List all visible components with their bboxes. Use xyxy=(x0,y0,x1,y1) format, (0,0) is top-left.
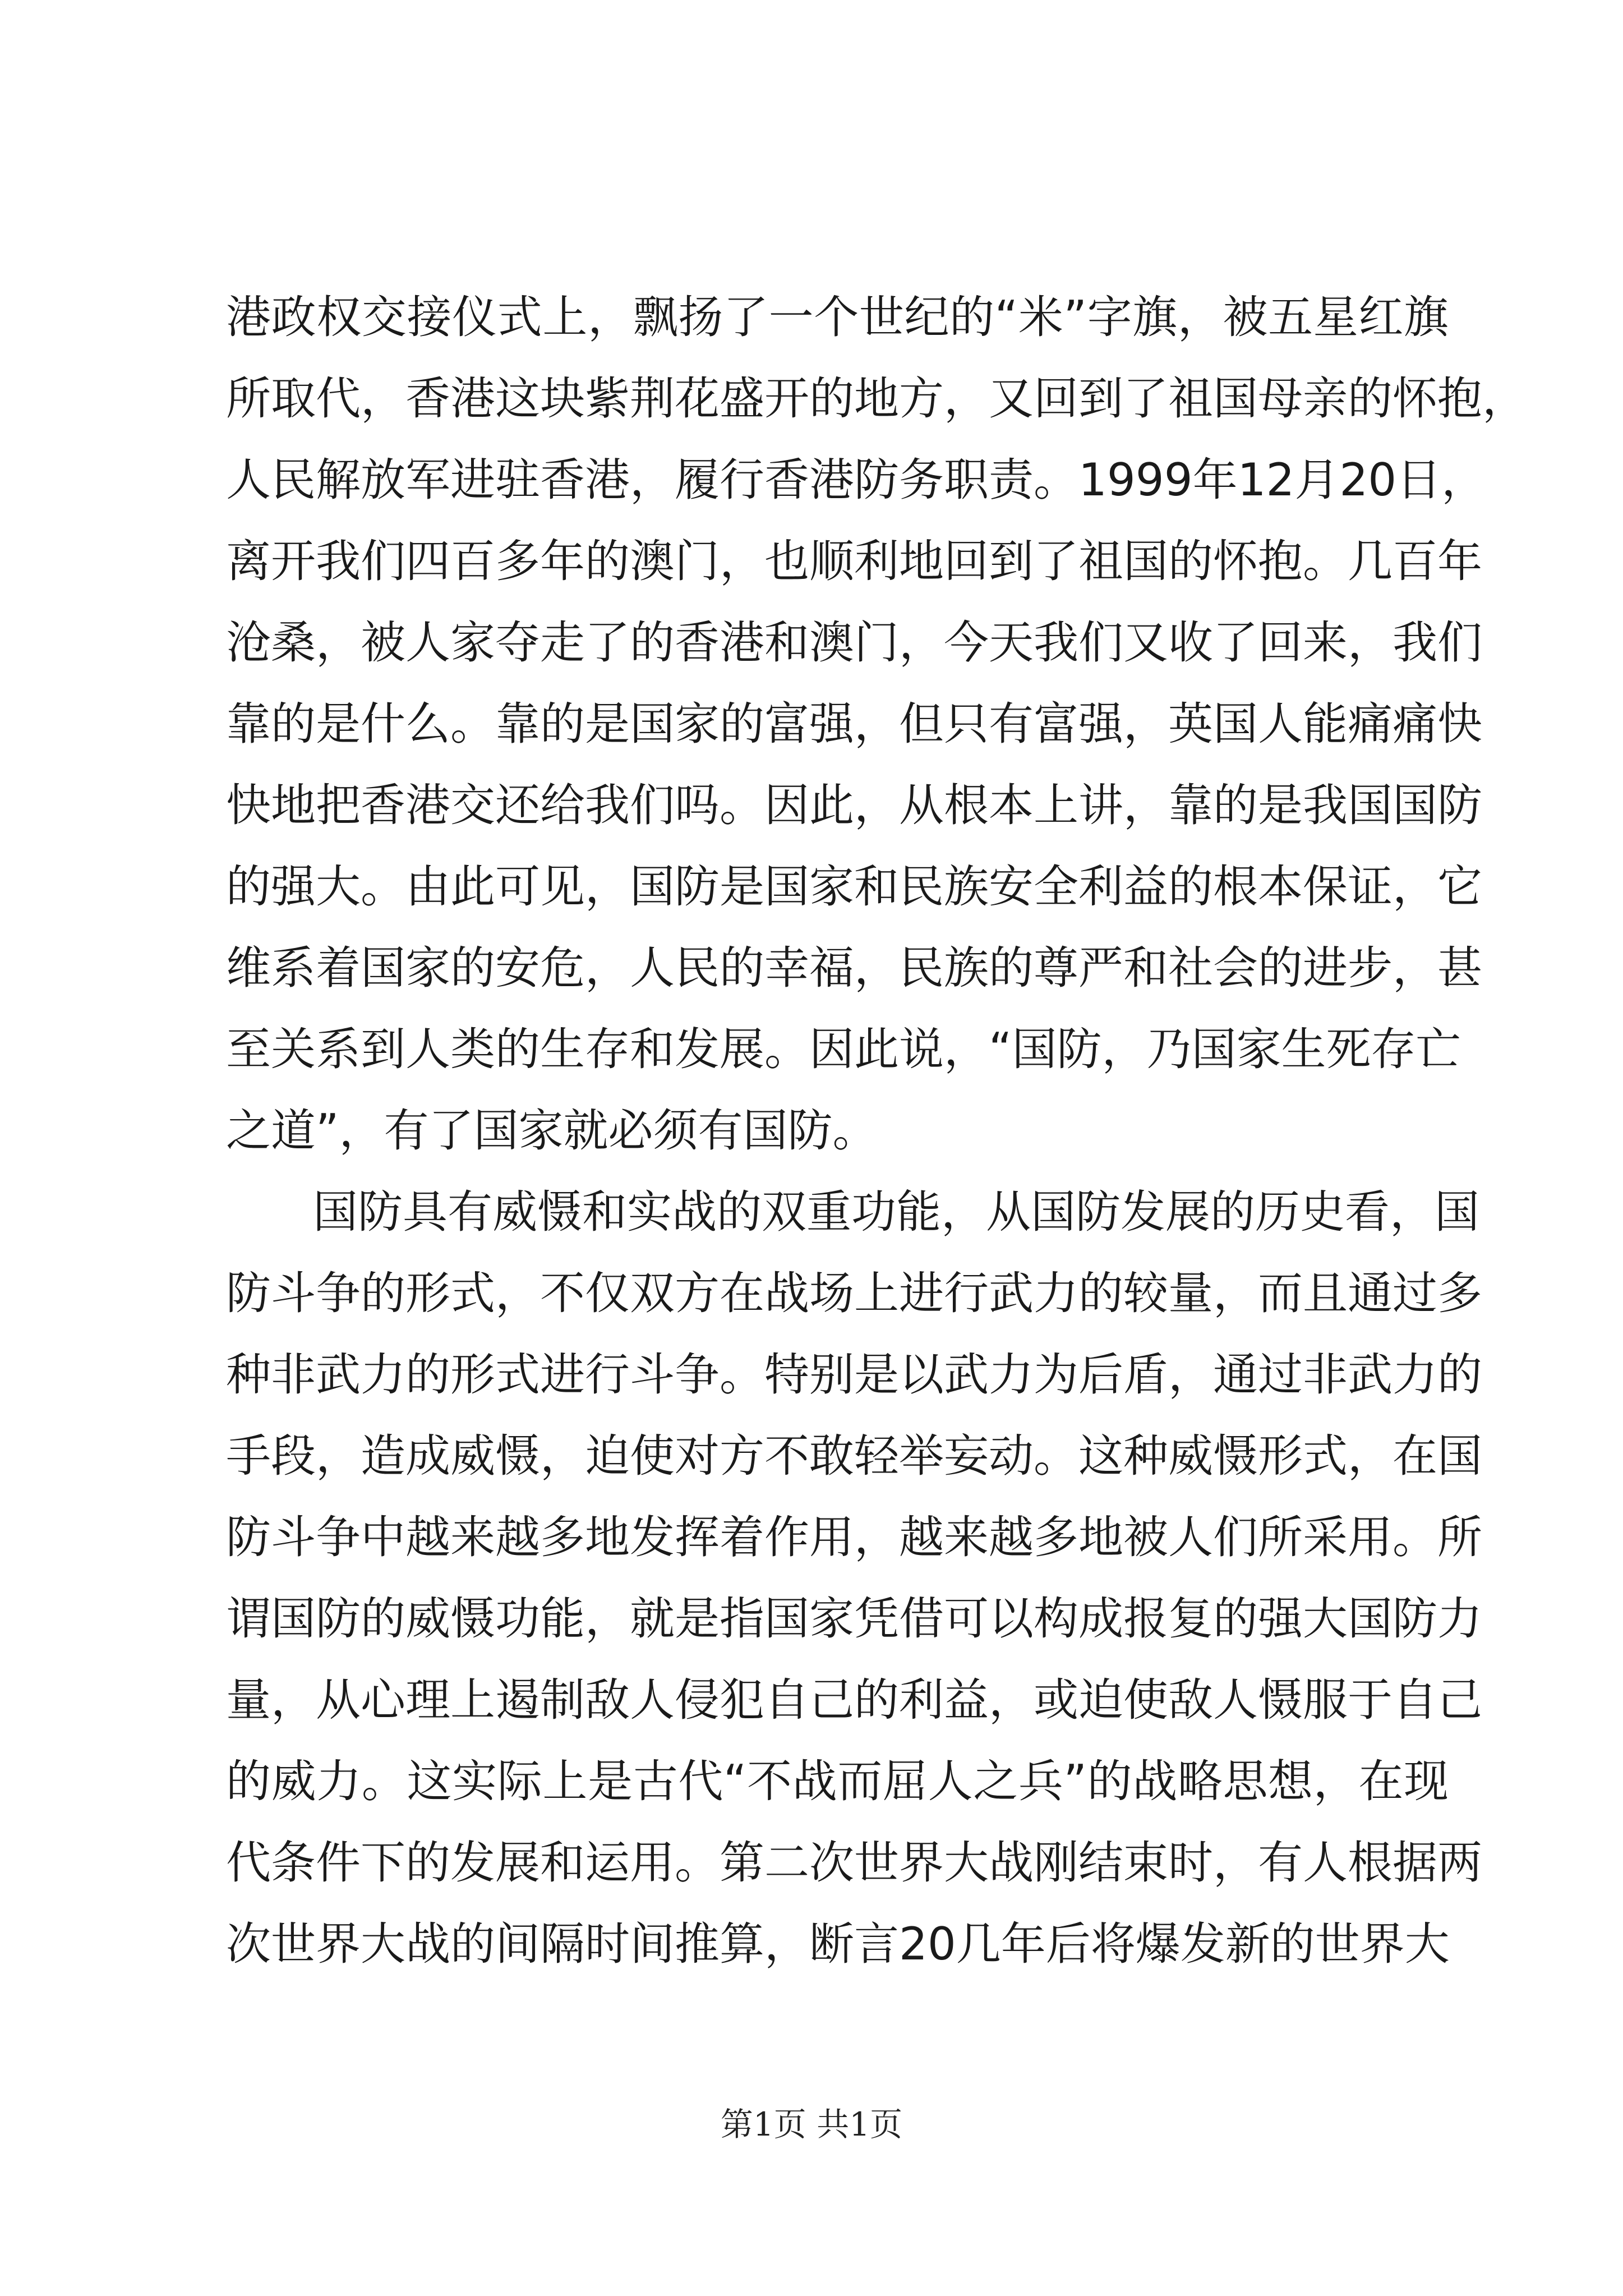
text-line: 代条件下的发展和运用。第二次世界大战刚结束时，有人根据两 xyxy=(226,1837,1482,1889)
text-line: 沧桑，被人家夺走了的香港和澳门，今天我们又收了回来，我们 xyxy=(226,616,1482,669)
body-text xyxy=(226,277,1527,1985)
text-line: 快地把香港交还给我们吗。因此，从根本上讲，靠的是我国国防 xyxy=(226,779,1482,831)
text-line: 之道”，有了国家就必须有国防。 xyxy=(226,1105,878,1157)
text-line: 次世界大战的间隔时间推算，断言20几年后将爆发新的世界大 xyxy=(226,1918,1450,1970)
text-line: 靠的是什么。靠的是国家的富强，但只有富强，英国人能痛痛快 xyxy=(226,698,1482,750)
text-line: 国防具有威慑和实战的双重功能，从国防发展的历史看，国 xyxy=(313,1186,1479,1238)
text-line: 人民解放军进驻香港，履行香港防务职责。1999年12月20日， xyxy=(226,454,1487,506)
text-line: 所取代，香港这块紫荆花盛开的地方，又回到了祖国母亲的怀抱， xyxy=(226,372,1527,425)
text-line: 手段，造成威慑，迫使对方不敢轻举妄动。这种威慑形式，在国 xyxy=(226,1430,1482,1482)
text-line: 港政权交接仪式上，飘扬了一个世纪的“米”字旗，被五星红旗 xyxy=(226,291,1449,343)
text-line: 防斗争的形式，不仅双方在战场上进行武力的较量，而且通过多 xyxy=(226,1267,1482,1319)
text-line: 防斗争中越来越多地发挥着作用，越来越多地被人们所采用。所 xyxy=(226,1511,1482,1563)
text-line: 的威力。这实际上是古代“不战而屈人之兵”的战略思想，在现 xyxy=(226,1755,1449,1807)
text-line: 种非武力的形式进行斗争。特别是以武力为后盾，通过非武力的 xyxy=(226,1349,1482,1401)
text-line: 谓国防的威慑功能，就是指国家凭借可以构成报复的强大国防力 xyxy=(226,1593,1482,1645)
text-line: 量，从心理上遏制敌人侵犯自己的利益，或迫使敌人慑服于自己 xyxy=(226,1674,1482,1726)
text-line: 维系着国家的安危，人民的幸福，民族的尊严和社会的进步，甚 xyxy=(226,942,1482,994)
text-line: 至关系到人类的生存和发展。因此说，“国防，乃国家生死存亡 xyxy=(226,1023,1461,1075)
page-footer xyxy=(0,2098,1623,2145)
text-line: 离开我们四百多年的澳门，也顺利地回到了祖国的怀抱。几百年 xyxy=(226,535,1482,587)
text-line: 的强大。由此可见，国防是国家和民族安全利益的根本保证，它 xyxy=(226,861,1482,913)
page-number: 第1页 共1页 xyxy=(720,2105,903,2143)
